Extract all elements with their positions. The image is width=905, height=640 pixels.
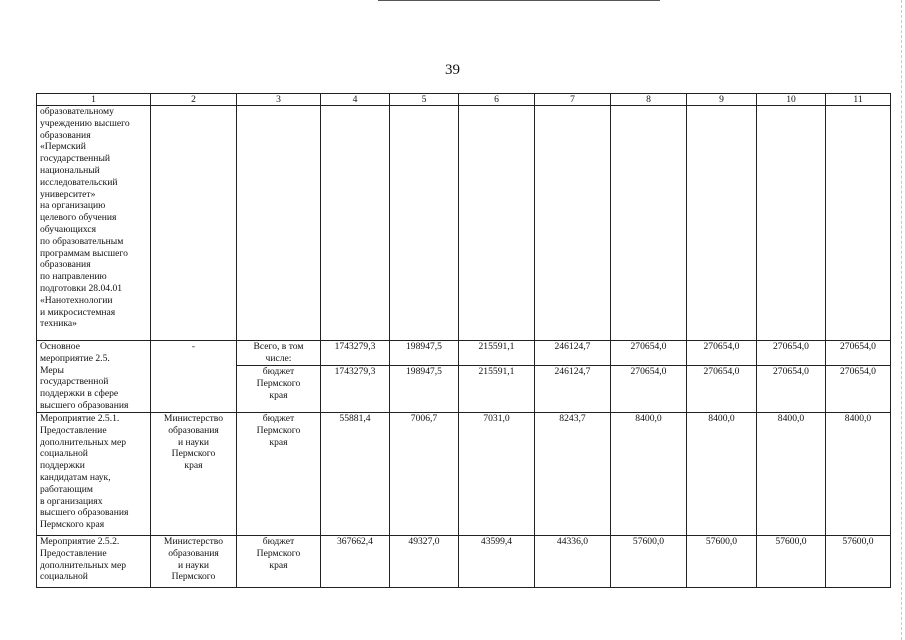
responsible-cell: Министерство образования и науки Пермского bbox=[151, 536, 237, 588]
table-row bbox=[37, 106, 891, 341]
value-cell: 44336,0 bbox=[535, 536, 611, 588]
measure-name: Мероприятие 2.5.1. Предоставление дополнительных мер социальной поддержки кандидатам наук, работающим в организациях высшего образования Пермского края bbox=[37, 413, 151, 536]
column-header: 7 bbox=[535, 94, 611, 106]
empty-cell bbox=[757, 106, 826, 341]
empty-cell bbox=[826, 106, 891, 341]
empty-cell bbox=[321, 106, 390, 341]
value-cell: 8243,7 bbox=[535, 413, 611, 536]
header-row bbox=[37, 94, 891, 106]
value-cell: 270654,0 bbox=[687, 366, 757, 413]
value-cell: 8400,0 bbox=[826, 413, 891, 536]
value-cell: 270654,0 bbox=[611, 341, 687, 366]
value-cell: 270654,0 bbox=[687, 341, 757, 366]
source-cell: бюджет Пермского края bbox=[237, 366, 321, 413]
responsible-cell: - bbox=[151, 341, 237, 413]
value-cell: 367662,4 bbox=[321, 536, 390, 588]
page-edge bbox=[901, 0, 902, 640]
top-rule bbox=[378, 0, 660, 1]
value-cell: 57600,0 bbox=[687, 536, 757, 588]
value-cell: 57600,0 bbox=[757, 536, 826, 588]
value-cell: 8400,0 bbox=[687, 413, 757, 536]
column-header: 2 bbox=[151, 94, 237, 106]
column-header: 9 bbox=[687, 94, 757, 106]
measure-name: Мероприятие 2.5.2. Предоставление дополнительных мер социальной bbox=[37, 536, 151, 588]
value-cell: 246124,7 bbox=[535, 341, 611, 366]
value-cell: 55881,4 bbox=[321, 413, 390, 536]
value-cell: 57600,0 bbox=[826, 536, 891, 588]
value-cell: 7031,0 bbox=[459, 413, 535, 536]
value-cell: 7006,7 bbox=[390, 413, 459, 536]
page-number: 39 bbox=[445, 62, 460, 78]
value-cell: 8400,0 bbox=[757, 413, 826, 536]
empty-cell bbox=[390, 106, 459, 341]
source-cell: бюджет Пермского края bbox=[237, 536, 321, 588]
value-cell: 198947,5 bbox=[390, 341, 459, 366]
value-cell: 198947,5 bbox=[390, 366, 459, 413]
table-row bbox=[37, 536, 891, 588]
column-header: 11 bbox=[826, 94, 891, 106]
value-cell: 270654,0 bbox=[611, 366, 687, 413]
source-cell: бюджет Пермского края bbox=[237, 413, 321, 536]
column-header: 4 bbox=[321, 94, 390, 106]
empty-cell bbox=[687, 106, 757, 341]
value-cell: 215591,1 bbox=[459, 341, 535, 366]
value-cell: 49327,0 bbox=[390, 536, 459, 588]
empty-cell bbox=[535, 106, 611, 341]
responsible-cell: Министерство образования и науки Пермского края bbox=[151, 413, 237, 536]
value-cell: 270654,0 bbox=[826, 366, 891, 413]
table-row bbox=[37, 413, 891, 536]
column-header: 1 bbox=[37, 94, 151, 106]
column-header: 6 bbox=[459, 94, 535, 106]
value-cell: 270654,0 bbox=[757, 366, 826, 413]
column-header: 3 bbox=[237, 94, 321, 106]
table-row bbox=[37, 341, 891, 366]
value-cell: 246124,7 bbox=[535, 366, 611, 413]
measure-name: Основное мероприятие 2.5. Меры государственной поддержки в сфере высшего образования bbox=[37, 341, 151, 413]
value-cell: 43599,4 bbox=[459, 536, 535, 588]
source-cell: Всего, в том числе: bbox=[237, 341, 321, 366]
value-cell: 57600,0 bbox=[611, 536, 687, 588]
value-cell: 215591,1 bbox=[459, 366, 535, 413]
empty-cell bbox=[151, 106, 237, 341]
value-cell: 8400,0 bbox=[611, 413, 687, 536]
column-header: 10 bbox=[757, 94, 826, 106]
column-header: 8 bbox=[611, 94, 687, 106]
measure-name-continuation: образовательному учреждению высшего образования «Пермский государственный национальный исследовательский университет» на организацию целевого обучения обучающихся по образовательным программам высшего образования по направлению подготовки 28.04.01 «Нанотехнологии и микросистемная техника» bbox=[37, 106, 151, 341]
budget-table bbox=[36, 93, 891, 588]
empty-cell bbox=[459, 106, 535, 341]
value-cell: 270654,0 bbox=[757, 341, 826, 366]
column-header: 5 bbox=[390, 94, 459, 106]
value-cell: 1743279,3 bbox=[321, 366, 390, 413]
empty-cell bbox=[237, 106, 321, 341]
empty-cell bbox=[611, 106, 687, 341]
value-cell: 270654,0 bbox=[826, 341, 891, 366]
value-cell: 1743279,3 bbox=[321, 341, 390, 366]
